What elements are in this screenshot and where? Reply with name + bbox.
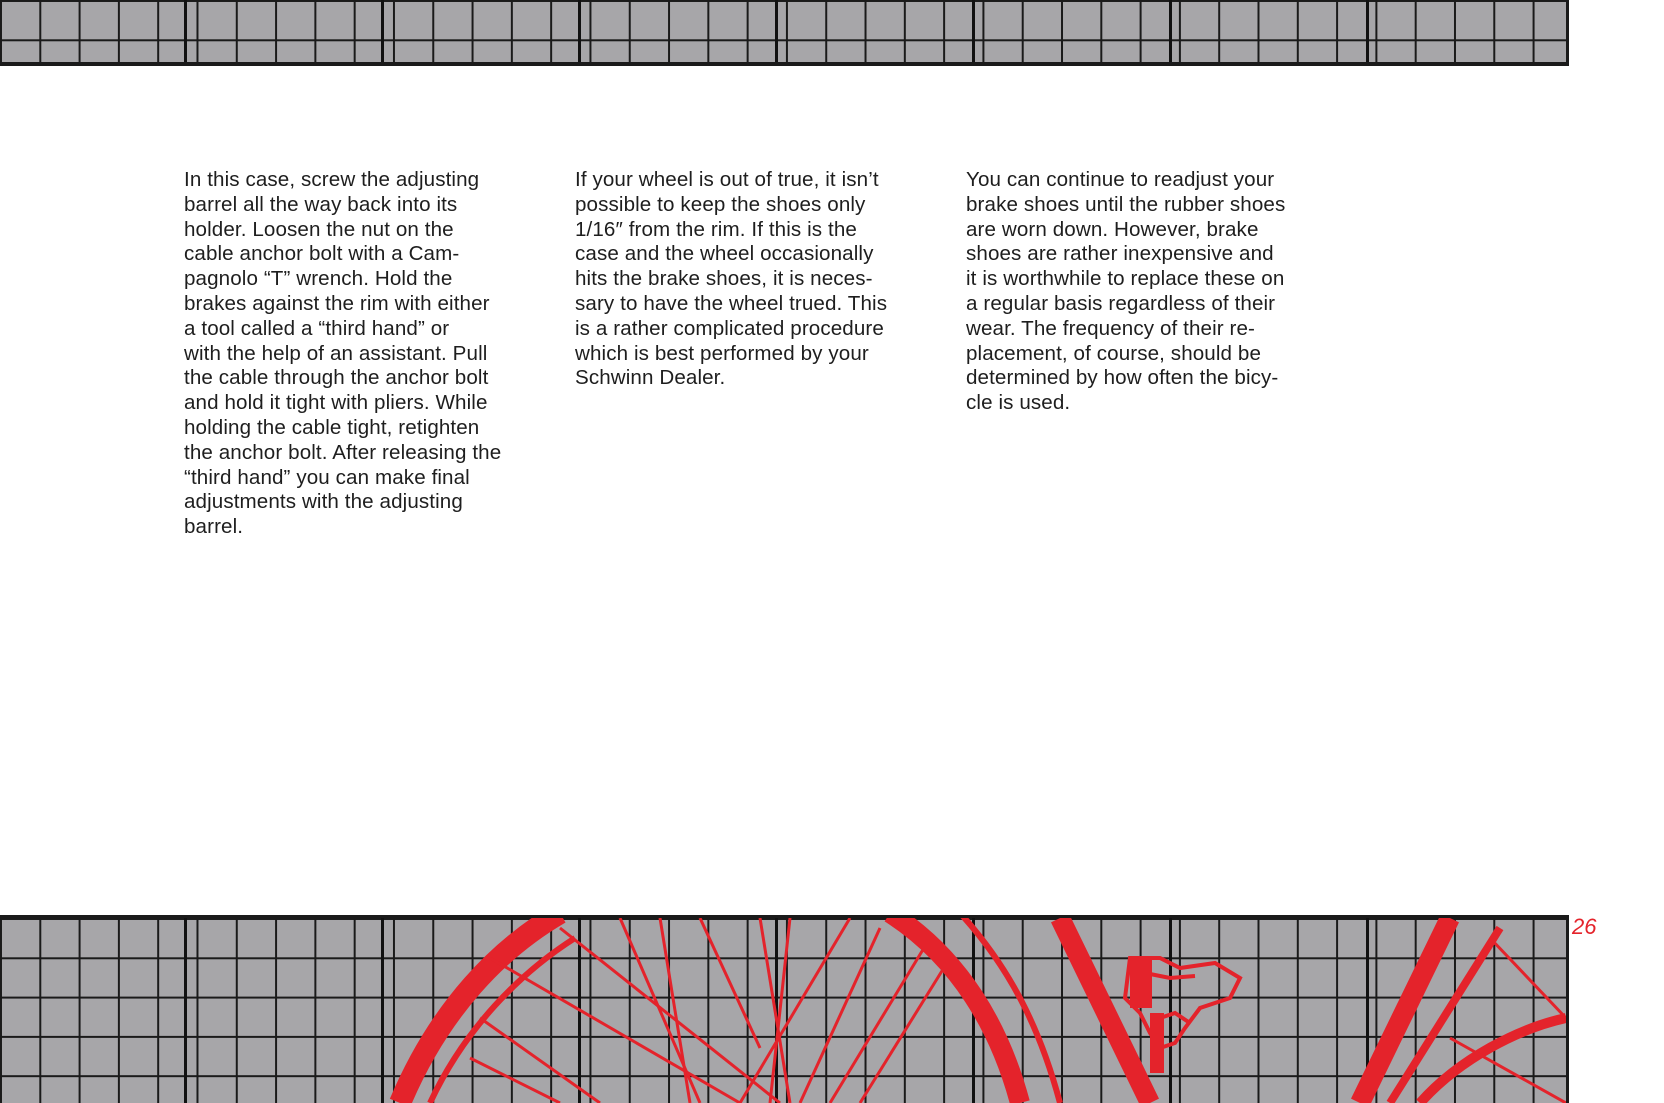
- text-line: cable anchor bolt with a Cam-: [184, 242, 460, 266]
- text-line: wear. The frequency of their re-: [966, 316, 1255, 340]
- text-line: placement, of course, should be: [966, 341, 1262, 365]
- text-line: You can continue to readjust your: [966, 168, 1275, 191]
- text-line: possible to keep the shoes only: [575, 192, 866, 216]
- text-line: is a rather complicated procedure: [575, 316, 884, 340]
- text-line: the anchor bolt. After releasing the: [184, 440, 502, 464]
- text-column-2: [575, 168, 935, 391]
- text-line: the cable through the anchor bolt: [184, 366, 489, 390]
- text-column-3: [966, 168, 1326, 416]
- bottom-grid-band: [0, 915, 1569, 1103]
- text-line: case and the wheel occasionally: [575, 242, 874, 266]
- text-line: hits the brake shoes, it is neces-: [575, 267, 873, 291]
- text-line: brakes against the rim with either: [184, 291, 490, 315]
- text-line: are worn down. However, brake: [966, 217, 1259, 241]
- text-line: Schwinn Dealer.: [575, 366, 726, 390]
- text-line: shoes are rather inexpensive and: [966, 242, 1274, 266]
- text-line: pagnolo “T” wrench. Hold the: [184, 267, 453, 291]
- text-line: 1/16″ from the rim. If this is the: [575, 217, 857, 241]
- page-number: 26: [1572, 914, 1597, 939]
- text-line: determined by how often the bicy-: [966, 366, 1279, 390]
- text-line: which is best performed by your: [575, 341, 869, 365]
- text-line: a regular basis regardless of their: [966, 291, 1276, 315]
- text-line: barrel all the way back into its: [184, 192, 458, 216]
- front-wheel-rim: [400, 918, 560, 1103]
- text-line: with the help of an assistant. Pull: [184, 341, 488, 365]
- top-grid-major-lines: [0, 0, 1566, 62]
- text-line: and hold it tight with pliers. While: [184, 391, 488, 415]
- text-line: a tool called a “third hand” or: [184, 316, 450, 340]
- text-column-1: [184, 168, 544, 540]
- text-line: cle is used.: [966, 391, 1071, 415]
- text-line: adjustments with the adjusting: [184, 490, 463, 514]
- text-line: If your wheel is out of true, it isn’t: [575, 168, 879, 191]
- text-line: “third hand” you can make final: [184, 465, 470, 489]
- text-line: holding the cable tight, retighten: [184, 415, 480, 439]
- wheel-spokes: [470, 918, 950, 1103]
- text-line: brake shoes until the rubber shoes: [966, 192, 1286, 216]
- bicycle-illustration: [0, 918, 1566, 1103]
- center-wheel-rim: [890, 918, 1020, 1103]
- top-grid-band: [0, 0, 1569, 66]
- text-line: barrel.: [184, 515, 244, 539]
- text-line: holder. Loosen the nut on the: [184, 217, 454, 241]
- text-line: sary to have the wheel trued. This: [575, 291, 888, 315]
- text-line: In this case, screw the adjusting: [184, 168, 480, 191]
- text-line: it is worthwhile to replace these on: [966, 267, 1285, 291]
